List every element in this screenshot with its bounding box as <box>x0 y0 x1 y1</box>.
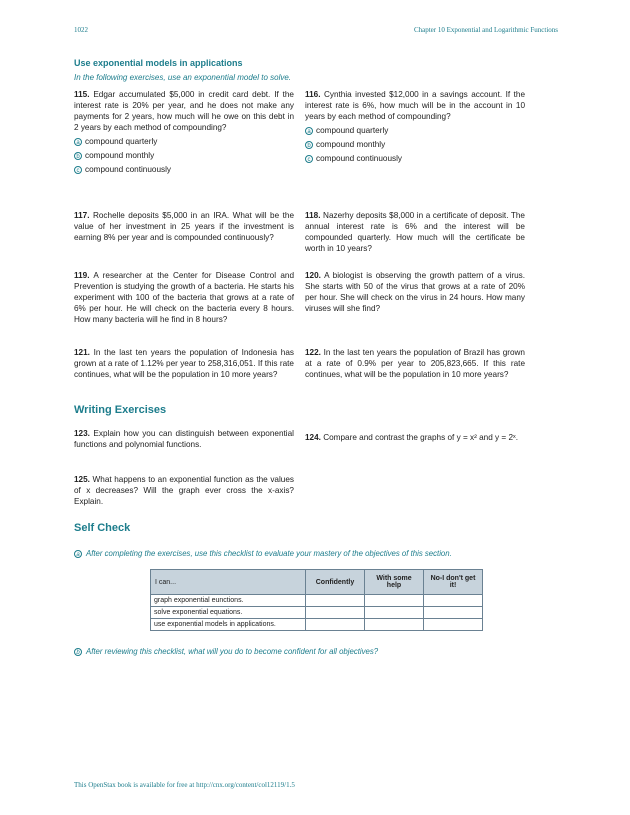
exercise-number: 118. <box>305 211 321 220</box>
exercise-number: 122. <box>305 348 321 357</box>
exercise-number: 119. <box>74 271 90 280</box>
writing-exercises-heading: Writing Exercises <box>74 404 167 416</box>
exercise-text: Nazerhy deposits $8,000 in a certificate of deposit. The annual interest rate is 6% and the interest will be compounded quarterly. How much will the certificate be worth in 10 years? <box>305 211 525 253</box>
section-instructions: In the following exercises, use an exponential model to solve. <box>74 73 292 82</box>
letter-b-icon: b <box>74 648 82 656</box>
with-some-help-cell[interactable] <box>365 619 424 631</box>
option-b <box>74 150 294 161</box>
letter-b-icon: b <box>74 152 82 160</box>
exercise-text: Compare and contrast the graphs of y = x² and y = 2ˣ. <box>323 433 518 442</box>
letter-a-icon: a <box>74 550 82 558</box>
exercise-text: In the last ten years the population of Brazil has grown at a rate of 0.9% per year to 205,823,665. If this rate continues, what will be the population in 10 more years? <box>305 348 525 379</box>
no-cell[interactable] <box>424 607 483 619</box>
option-a <box>305 125 525 136</box>
exercise-117 <box>74 210 294 243</box>
no-cell[interactable] <box>424 595 483 607</box>
option-label: compound monthly <box>316 140 386 149</box>
section-title: Use exponential models in applications <box>74 58 243 68</box>
option-a <box>74 136 294 147</box>
confidently-cell[interactable] <box>306 619 365 631</box>
letter-a-icon: a <box>305 127 313 135</box>
exercise-123 <box>74 428 294 450</box>
table-row <box>151 595 483 607</box>
header-no-i-dont-get-it: No-I don't get it! <box>424 570 483 595</box>
option-c <box>305 153 525 164</box>
with-some-help-cell[interactable] <box>365 607 424 619</box>
header-with-some-help: With some help <box>365 570 424 595</box>
exercise-115 <box>74 89 294 175</box>
self-check-table <box>150 569 483 631</box>
exercise-number: 125. <box>74 475 90 484</box>
exercise-121 <box>74 347 294 380</box>
exercise-number: 115. <box>74 90 90 99</box>
option-label: compound monthly <box>85 151 155 160</box>
option-label: compound quarterly <box>85 137 158 146</box>
exercise-number: 123. <box>74 429 90 438</box>
self-check-b-text: After reviewing this checklist, what will you do to become confident for all objectives? <box>86 647 379 656</box>
exercise-118 <box>305 210 525 254</box>
objective-cell: graph exponential eunctions. <box>151 595 306 607</box>
confidently-cell[interactable] <box>306 607 365 619</box>
exercise-number: 117. <box>74 211 90 220</box>
letter-b-icon: b <box>305 141 313 149</box>
self-check-heading: Self Check <box>74 522 131 534</box>
table-row <box>151 607 483 619</box>
letter-c-icon: c <box>305 155 313 163</box>
table-row <box>151 619 483 631</box>
exercise-119 <box>74 270 294 325</box>
exercise-116 <box>305 89 525 164</box>
table-header-row <box>151 570 483 595</box>
self-check-a-text: After completing the exercises, use this checklist to evaluate your mastery of the objectives of this section. <box>86 549 452 558</box>
exercise-text: In the last ten years the population of Indonesia has grown at a rate of 1.12% per year to 258,316,051. If this rate continues, what will be the population in 10 more years? <box>74 348 294 379</box>
exercise-number: 120. <box>305 271 321 280</box>
chapter-title: Chapter 10 Exponential and Logarithmic Functions <box>413 26 558 34</box>
option-c <box>74 164 294 175</box>
no-cell[interactable] <box>424 619 483 631</box>
option-label: compound quarterly <box>316 126 389 135</box>
header-i-can: I can... <box>151 570 306 595</box>
option-label: compound continuously <box>316 154 403 163</box>
exercise-number: 121. <box>74 348 90 357</box>
header-confidently: Confidently <box>306 570 365 595</box>
page-number: 1022 <box>74 26 88 34</box>
letter-c-icon: c <box>74 166 82 174</box>
exercise-122 <box>305 347 525 380</box>
letter-a-icon: a <box>74 138 82 146</box>
self-check-b <box>74 647 378 656</box>
option-label: compound continuously <box>85 165 172 174</box>
footer-link[interactable]: This OpenStax book is available for free at http://cnx.org/content/col12119/1.5 <box>74 781 295 789</box>
option-b <box>305 139 525 150</box>
exercise-124 <box>305 432 525 443</box>
self-check-a <box>74 549 452 558</box>
objective-cell: use exponential models in applications. <box>151 619 306 631</box>
exercise-125 <box>74 474 294 507</box>
exercise-number: 116. <box>305 90 321 99</box>
with-some-help-cell[interactable] <box>365 595 424 607</box>
exercise-text: A researcher at the Center for Disease Control and Prevention is studying the growth of a bacteria. He starts his experiment with 100 of the bacteria that grows at a rate of 6% per hour. He will check on the bacteria every 8 hours. How many bacteria will he find in 8 hours? <box>74 271 294 324</box>
exercise-text: Explain how you can distinguish between exponential functions and polynomial functions. <box>74 429 294 449</box>
exercise-120 <box>305 270 525 314</box>
exercise-number: 124. <box>305 433 321 442</box>
exercise-text: Cynthia invested $12,000 in a savings account. If the interest rate is 6%, how much will be in the account in 10 years by each method of compounding? <box>305 90 526 121</box>
exercise-text: Rochelle deposits $5,000 in an IRA. What will be the value of her investment in 25 years if the investment is earning 8% per year and is compounded continuously? <box>74 211 294 242</box>
exercise-text: A biologist is observing the growth pattern of a virus. She starts with 50 of the virus that grows at a rate of 20% per hour. She will check on the virus in 24 hours. How many viruses will she find? <box>305 271 526 313</box>
confidently-cell[interactable] <box>306 595 365 607</box>
objective-cell: solve exponential equations. <box>151 607 306 619</box>
exercise-text: Edgar accumulated $5,000 in credit card debt. If the interest rate is 20% per year, and he does not make any payments for 2 years, how much will he owe on this debt in 2 years by each method of compounding? <box>74 90 294 132</box>
exercise-text: What happens to an exponential function as the values of x decreases? Will the graph ever cross the x-axis? Explain. <box>74 475 294 506</box>
